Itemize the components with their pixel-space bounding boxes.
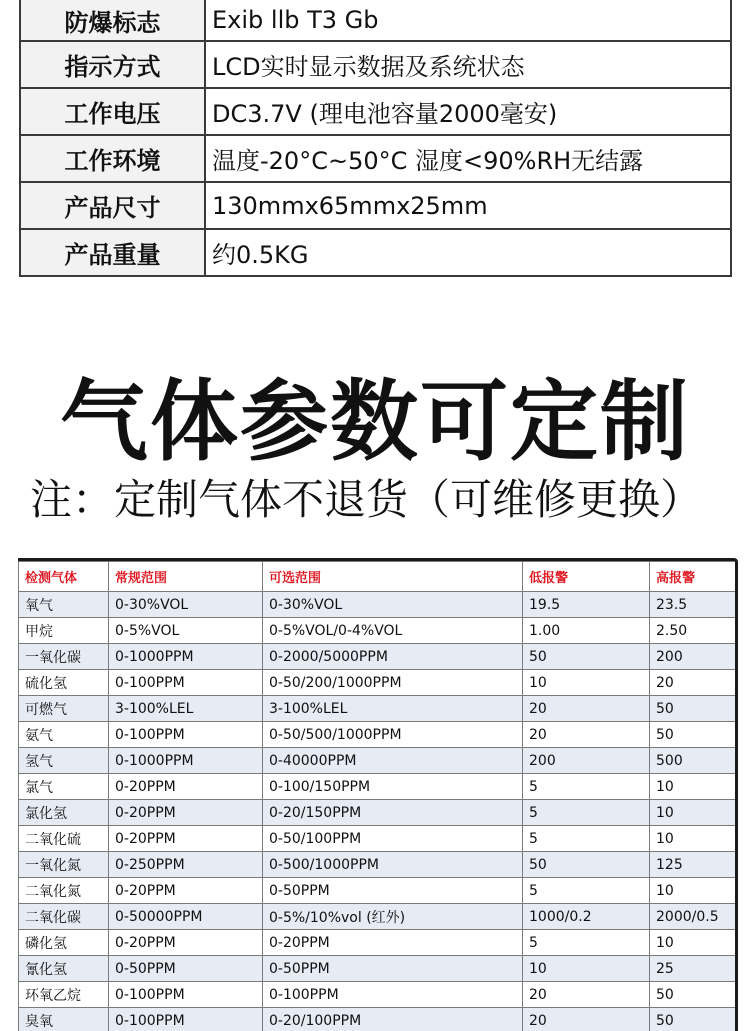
table-row (19, 826, 736, 852)
table-cell: 0-100PPM (109, 982, 263, 1008)
spec-value: LCD实时显示数据及系统状态 (205, 41, 731, 88)
spec-label: 产品重量 (20, 229, 205, 276)
table-cell: 0-100PPM (109, 722, 263, 748)
table-cell: 23.5 (650, 592, 736, 618)
spec-row (20, 88, 731, 135)
table-cell: 二氧化碳 (19, 904, 109, 930)
gas-table-header-cell: 常规范围 (109, 562, 263, 592)
table-row (19, 670, 736, 696)
gas-table-header-cell: 可选范围 (263, 562, 523, 592)
table-cell: 0-1000PPM (109, 644, 263, 670)
table-cell: 0-20/100PPM (263, 1008, 523, 1031)
table-cell: 0-20/150PPM (263, 800, 523, 826)
table-cell: 可燃气 (19, 696, 109, 722)
spec-row (20, 229, 731, 276)
table-cell: 0-5%VOL/0-4%VOL (263, 618, 523, 644)
table-cell: 20 (523, 1008, 650, 1031)
spec-row (20, 41, 731, 88)
table-row (19, 748, 736, 774)
table-row (19, 930, 736, 956)
table-cell: 二氧化硫 (19, 826, 109, 852)
table-cell: 125 (650, 852, 736, 878)
table-cell: 5 (523, 878, 650, 904)
spec-value: 约0.5KG (205, 229, 731, 276)
table-cell: 10 (650, 800, 736, 826)
table-cell: 二氧化氮 (19, 878, 109, 904)
table-cell: 氢气 (19, 748, 109, 774)
table-cell: 0-100/150PPM (263, 774, 523, 800)
table-row (19, 644, 736, 670)
table-row (19, 800, 736, 826)
spec-label: 工作电压 (20, 88, 205, 135)
spec-value: 130mmx65mmx25mm (205, 182, 731, 229)
table-row (19, 722, 736, 748)
table-cell: 0-100PPM (109, 670, 263, 696)
table-cell: 50 (523, 852, 650, 878)
table-cell: 50 (650, 1008, 736, 1031)
table-cell: 10 (650, 878, 736, 904)
table-cell: 0-100PPM (109, 1008, 263, 1031)
table-row (19, 618, 736, 644)
table-cell: 0-30%VOL (109, 592, 263, 618)
table-cell: 50 (650, 696, 736, 722)
spec-table (19, 0, 732, 277)
table-cell: 19.5 (523, 592, 650, 618)
table-cell: 500 (650, 748, 736, 774)
table-cell: 环氧乙烷 (19, 982, 109, 1008)
table-row (19, 904, 736, 930)
table-cell: 0-100PPM (263, 982, 523, 1008)
table-cell: 5 (523, 774, 650, 800)
table-cell: 5 (523, 930, 650, 956)
table-row (19, 982, 736, 1008)
table-cell: 0-1000PPM (109, 748, 263, 774)
table-cell: 0-2000/5000PPM (263, 644, 523, 670)
table-cell: 25 (650, 956, 736, 982)
gas-table-header-cell: 低报警 (523, 562, 650, 592)
table-cell: 氰化氢 (19, 956, 109, 982)
table-cell: 10 (650, 826, 736, 852)
table-cell: 0-20PPM (109, 800, 263, 826)
table-cell: 氯气 (19, 774, 109, 800)
table-cell: 氧气 (19, 592, 109, 618)
spec-value: 温度-20°C~50°C 湿度<90%RH无结露 (205, 135, 731, 182)
table-cell: 2.50 (650, 618, 736, 644)
subline-note: 注：定制气体不退货（可维修更换） (30, 472, 750, 528)
table-cell: 0-20PPM (109, 878, 263, 904)
table-row (19, 696, 736, 722)
gas-table-container (18, 558, 738, 1031)
table-cell: 1.00 (523, 618, 650, 644)
spec-row (20, 182, 731, 229)
table-cell: 硫化氢 (19, 670, 109, 696)
table-cell: 50 (650, 982, 736, 1008)
table-cell: 2000/0.5 (650, 904, 736, 930)
gas-table-header-row (19, 562, 736, 592)
table-cell: 10 (650, 930, 736, 956)
table-cell: 1000/0.2 (523, 904, 650, 930)
table-row (19, 956, 736, 982)
table-cell: 10 (523, 670, 650, 696)
spec-value: Exib llb T3 Gb (205, 0, 731, 41)
table-cell: 0-20PPM (109, 774, 263, 800)
table-cell: 50 (523, 644, 650, 670)
table-cell: 3-100%LEL (109, 696, 263, 722)
gas-table-header-cell: 检测气体 (19, 562, 109, 592)
table-cell: 一氧化碳 (19, 644, 109, 670)
table-cell: 氯化氢 (19, 800, 109, 826)
table-cell: 0-50/200/1000PPM (263, 670, 523, 696)
gas-table (18, 561, 736, 1031)
table-row (19, 592, 736, 618)
table-cell: 臭氧 (19, 1008, 109, 1031)
table-cell: 20 (650, 670, 736, 696)
table-cell: 甲烷 (19, 618, 109, 644)
table-cell: 10 (650, 774, 736, 800)
gas-table-header-cell: 高报警 (650, 562, 736, 592)
table-cell: 0-20PPM (109, 826, 263, 852)
table-cell: 0-30%VOL (263, 592, 523, 618)
table-cell: 10 (523, 956, 650, 982)
table-row (19, 852, 736, 878)
table-cell: 0-20PPM (263, 930, 523, 956)
table-cell: 0-40000PPM (263, 748, 523, 774)
spec-label: 防爆标志 (20, 0, 205, 41)
table-cell: 氨气 (19, 722, 109, 748)
spec-value: DC3.7V (理电池容量2000毫安) (205, 88, 731, 135)
table-cell: 0-50/100PPM (263, 826, 523, 852)
table-cell: 0-5%/10%vol (红外) (263, 904, 523, 930)
spec-label: 工作环境 (20, 135, 205, 182)
table-row (19, 878, 736, 904)
table-cell: 0-250PPM (109, 852, 263, 878)
spec-row (20, 135, 731, 182)
table-cell: 50 (650, 722, 736, 748)
spec-label: 产品尺寸 (20, 182, 205, 229)
table-cell: 3-100%LEL (263, 696, 523, 722)
table-cell: 0-50PPM (263, 878, 523, 904)
headline: 气体参数可定制 (0, 372, 750, 472)
table-row (19, 1008, 736, 1031)
spec-row (20, 0, 731, 41)
table-cell: 5 (523, 826, 650, 852)
table-cell: 200 (650, 644, 736, 670)
table-cell: 磷化氢 (19, 930, 109, 956)
table-cell: 0-50PPM (109, 956, 263, 982)
table-cell: 0-500/1000PPM (263, 852, 523, 878)
table-cell: 0-50/500/1000PPM (263, 722, 523, 748)
table-cell: 0-50PPM (263, 956, 523, 982)
table-cell: 一氧化氮 (19, 852, 109, 878)
table-cell: 20 (523, 696, 650, 722)
table-cell: 200 (523, 748, 650, 774)
table-cell: 5 (523, 800, 650, 826)
spec-label: 指示方式 (20, 41, 205, 88)
table-cell: 0-50000PPM (109, 904, 263, 930)
table-cell: 20 (523, 722, 650, 748)
table-cell: 0-20PPM (109, 930, 263, 956)
table-cell: 0-5%VOL (109, 618, 263, 644)
table-row (19, 774, 736, 800)
table-cell: 20 (523, 982, 650, 1008)
